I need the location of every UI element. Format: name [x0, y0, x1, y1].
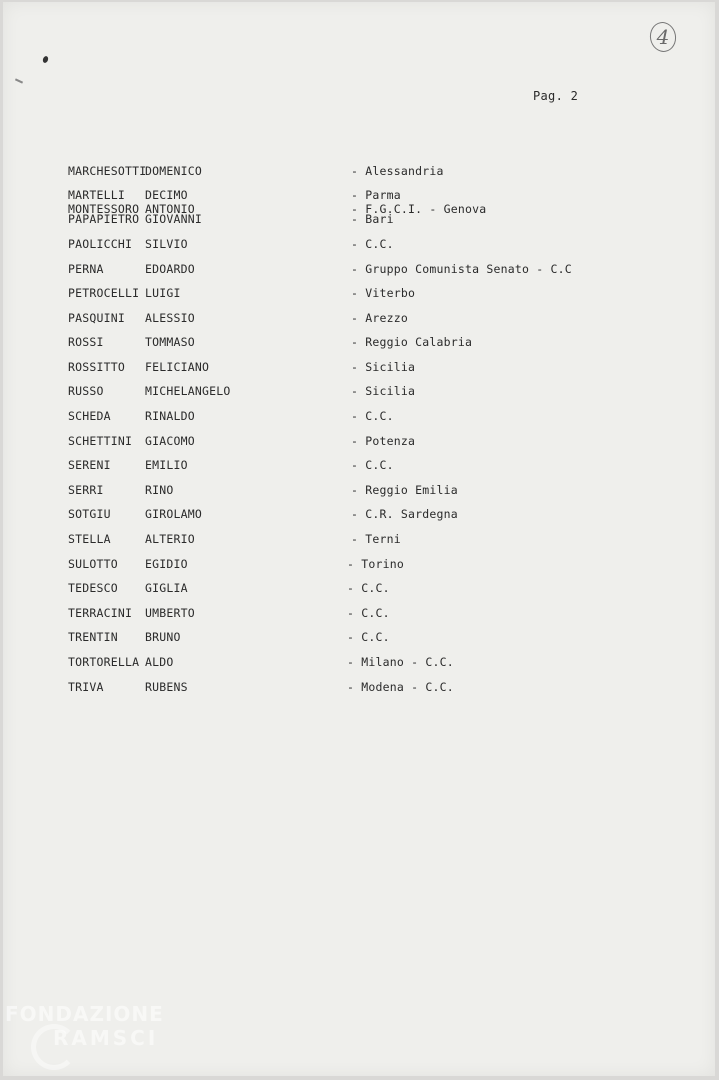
given-name: ALESSIO: [145, 311, 195, 325]
given-name: RINALDO: [145, 409, 195, 423]
list-item: [3, 262, 715, 278]
list-item: [3, 384, 715, 400]
list-item: [3, 606, 715, 622]
page-number: Pag. 2: [533, 89, 579, 103]
list-item: [3, 164, 715, 180]
watermark-line2: RAMSCI: [53, 1026, 159, 1050]
corner-note-text: 4: [656, 25, 670, 49]
surname: SOTGIU: [68, 507, 111, 521]
handwritten-page-number: [648, 20, 678, 54]
destination: - Viterbo: [351, 286, 416, 300]
given-name: GIACOMO: [145, 434, 195, 448]
surname: MARCHESOTTI: [68, 164, 147, 178]
list-item: [3, 655, 715, 671]
list-item: [3, 483, 715, 499]
surname: PETROCELLI: [68, 286, 140, 300]
list-item: [3, 532, 715, 548]
ink-spot: [42, 55, 49, 63]
list-item: [3, 680, 715, 696]
destination: - Arezzo: [351, 311, 408, 325]
list-item: [3, 360, 715, 376]
document-page: [3, 2, 715, 1076]
destination: - Reggio Emilia: [351, 483, 458, 497]
list-item: [3, 212, 715, 228]
given-name: DECIMO: [145, 188, 188, 202]
given-name: MICHELANGELO: [145, 384, 231, 398]
destination: - C.C.: [351, 409, 394, 423]
destination: - C.C.: [347, 581, 390, 595]
given-name: BRUNO: [145, 630, 181, 644]
destination: - Gruppo Comunista Senato - C.C: [351, 262, 572, 276]
list-item: [3, 409, 715, 425]
destination: - Potenza: [351, 434, 416, 448]
given-name: UMBERTO: [145, 606, 195, 620]
given-name: GIGLIA: [145, 581, 188, 595]
pencil-mark: [15, 78, 23, 83]
surname: TORTORELLA: [68, 655, 140, 669]
destination: - C.C.: [347, 630, 390, 644]
circle-mark: [648, 20, 679, 54]
destination: - C.C.: [351, 237, 394, 251]
destination: - Torino: [347, 557, 404, 571]
destination: - Bari: [351, 212, 394, 226]
given-name: ALDO: [145, 655, 174, 669]
list-item: [3, 434, 715, 450]
surname: RUSSO: [68, 384, 104, 398]
destination: - C.C.: [347, 606, 390, 620]
surname: STELLA: [68, 532, 111, 546]
given-name: DOMENICO: [145, 164, 202, 178]
list-item: [3, 507, 715, 523]
surname: ROSSI: [68, 335, 104, 349]
destination: - Sicilia: [351, 384, 416, 398]
given-name: ALTERIO: [145, 532, 195, 546]
given-name: EMILIO: [145, 458, 188, 472]
surname: TRENTIN: [68, 630, 118, 644]
g-logo-icon: [31, 1024, 77, 1070]
surname: ROSSITTO: [68, 360, 125, 374]
list-item: [3, 581, 715, 597]
destination: - C.C.: [351, 458, 394, 472]
surname: MARTELLI: [68, 188, 125, 202]
surname: SULOTTO: [68, 557, 118, 571]
surname: PAPAPIETRO: [68, 212, 140, 226]
destination: - F.G.C.I. - Genova: [351, 202, 487, 216]
destination: - Alessandria: [351, 164, 444, 178]
given-name: ANTONIO: [145, 202, 195, 216]
surname: MONTESSORO: [68, 202, 140, 216]
list-item: [3, 630, 715, 646]
list-item: [3, 286, 715, 302]
destination: - Modena - C.C.: [347, 680, 454, 694]
destination: - Sicilia: [351, 360, 416, 374]
surname: SCHETTINI: [68, 434, 133, 448]
destination: - Milano - C.C.: [347, 655, 454, 669]
surname: SERENI: [68, 458, 111, 472]
surname: SERRI: [68, 483, 104, 497]
given-name: EDOARDO: [145, 262, 195, 276]
surname: PERNA: [68, 262, 104, 276]
given-name: EGIDIO: [145, 557, 188, 571]
destination: - Parma: [351, 188, 401, 202]
surname: TRIVA: [68, 680, 104, 694]
list-item: [3, 311, 715, 327]
given-name: SILVIO: [145, 237, 188, 251]
given-name: GIOVANNI: [145, 212, 202, 226]
given-name: RINO: [145, 483, 174, 497]
given-name: RUBENS: [145, 680, 188, 694]
list-item: [3, 335, 715, 351]
surname: PASQUINI: [68, 311, 125, 325]
given-name: GIROLAMO: [145, 507, 202, 521]
given-name: FELICIANO: [145, 360, 210, 374]
archive-watermark-logo: [5, 1002, 195, 1072]
list-item: [3, 557, 715, 573]
watermark-line1: FONDAZIONE: [5, 1002, 164, 1026]
surname: TEDESCO: [68, 581, 118, 595]
destination: - C.R. Sardegna: [351, 507, 458, 521]
destination: - Terni: [351, 532, 401, 546]
surname: PAOLICCHI: [68, 237, 133, 251]
list-item: [3, 237, 715, 253]
list-item: [3, 458, 715, 474]
surname: TERRACINI: [68, 606, 133, 620]
surname: SCHEDA: [68, 409, 111, 423]
given-name: TOMMASO: [145, 335, 195, 349]
destination: - Reggio Calabria: [351, 335, 473, 349]
given-name: LUIGI: [145, 286, 181, 300]
